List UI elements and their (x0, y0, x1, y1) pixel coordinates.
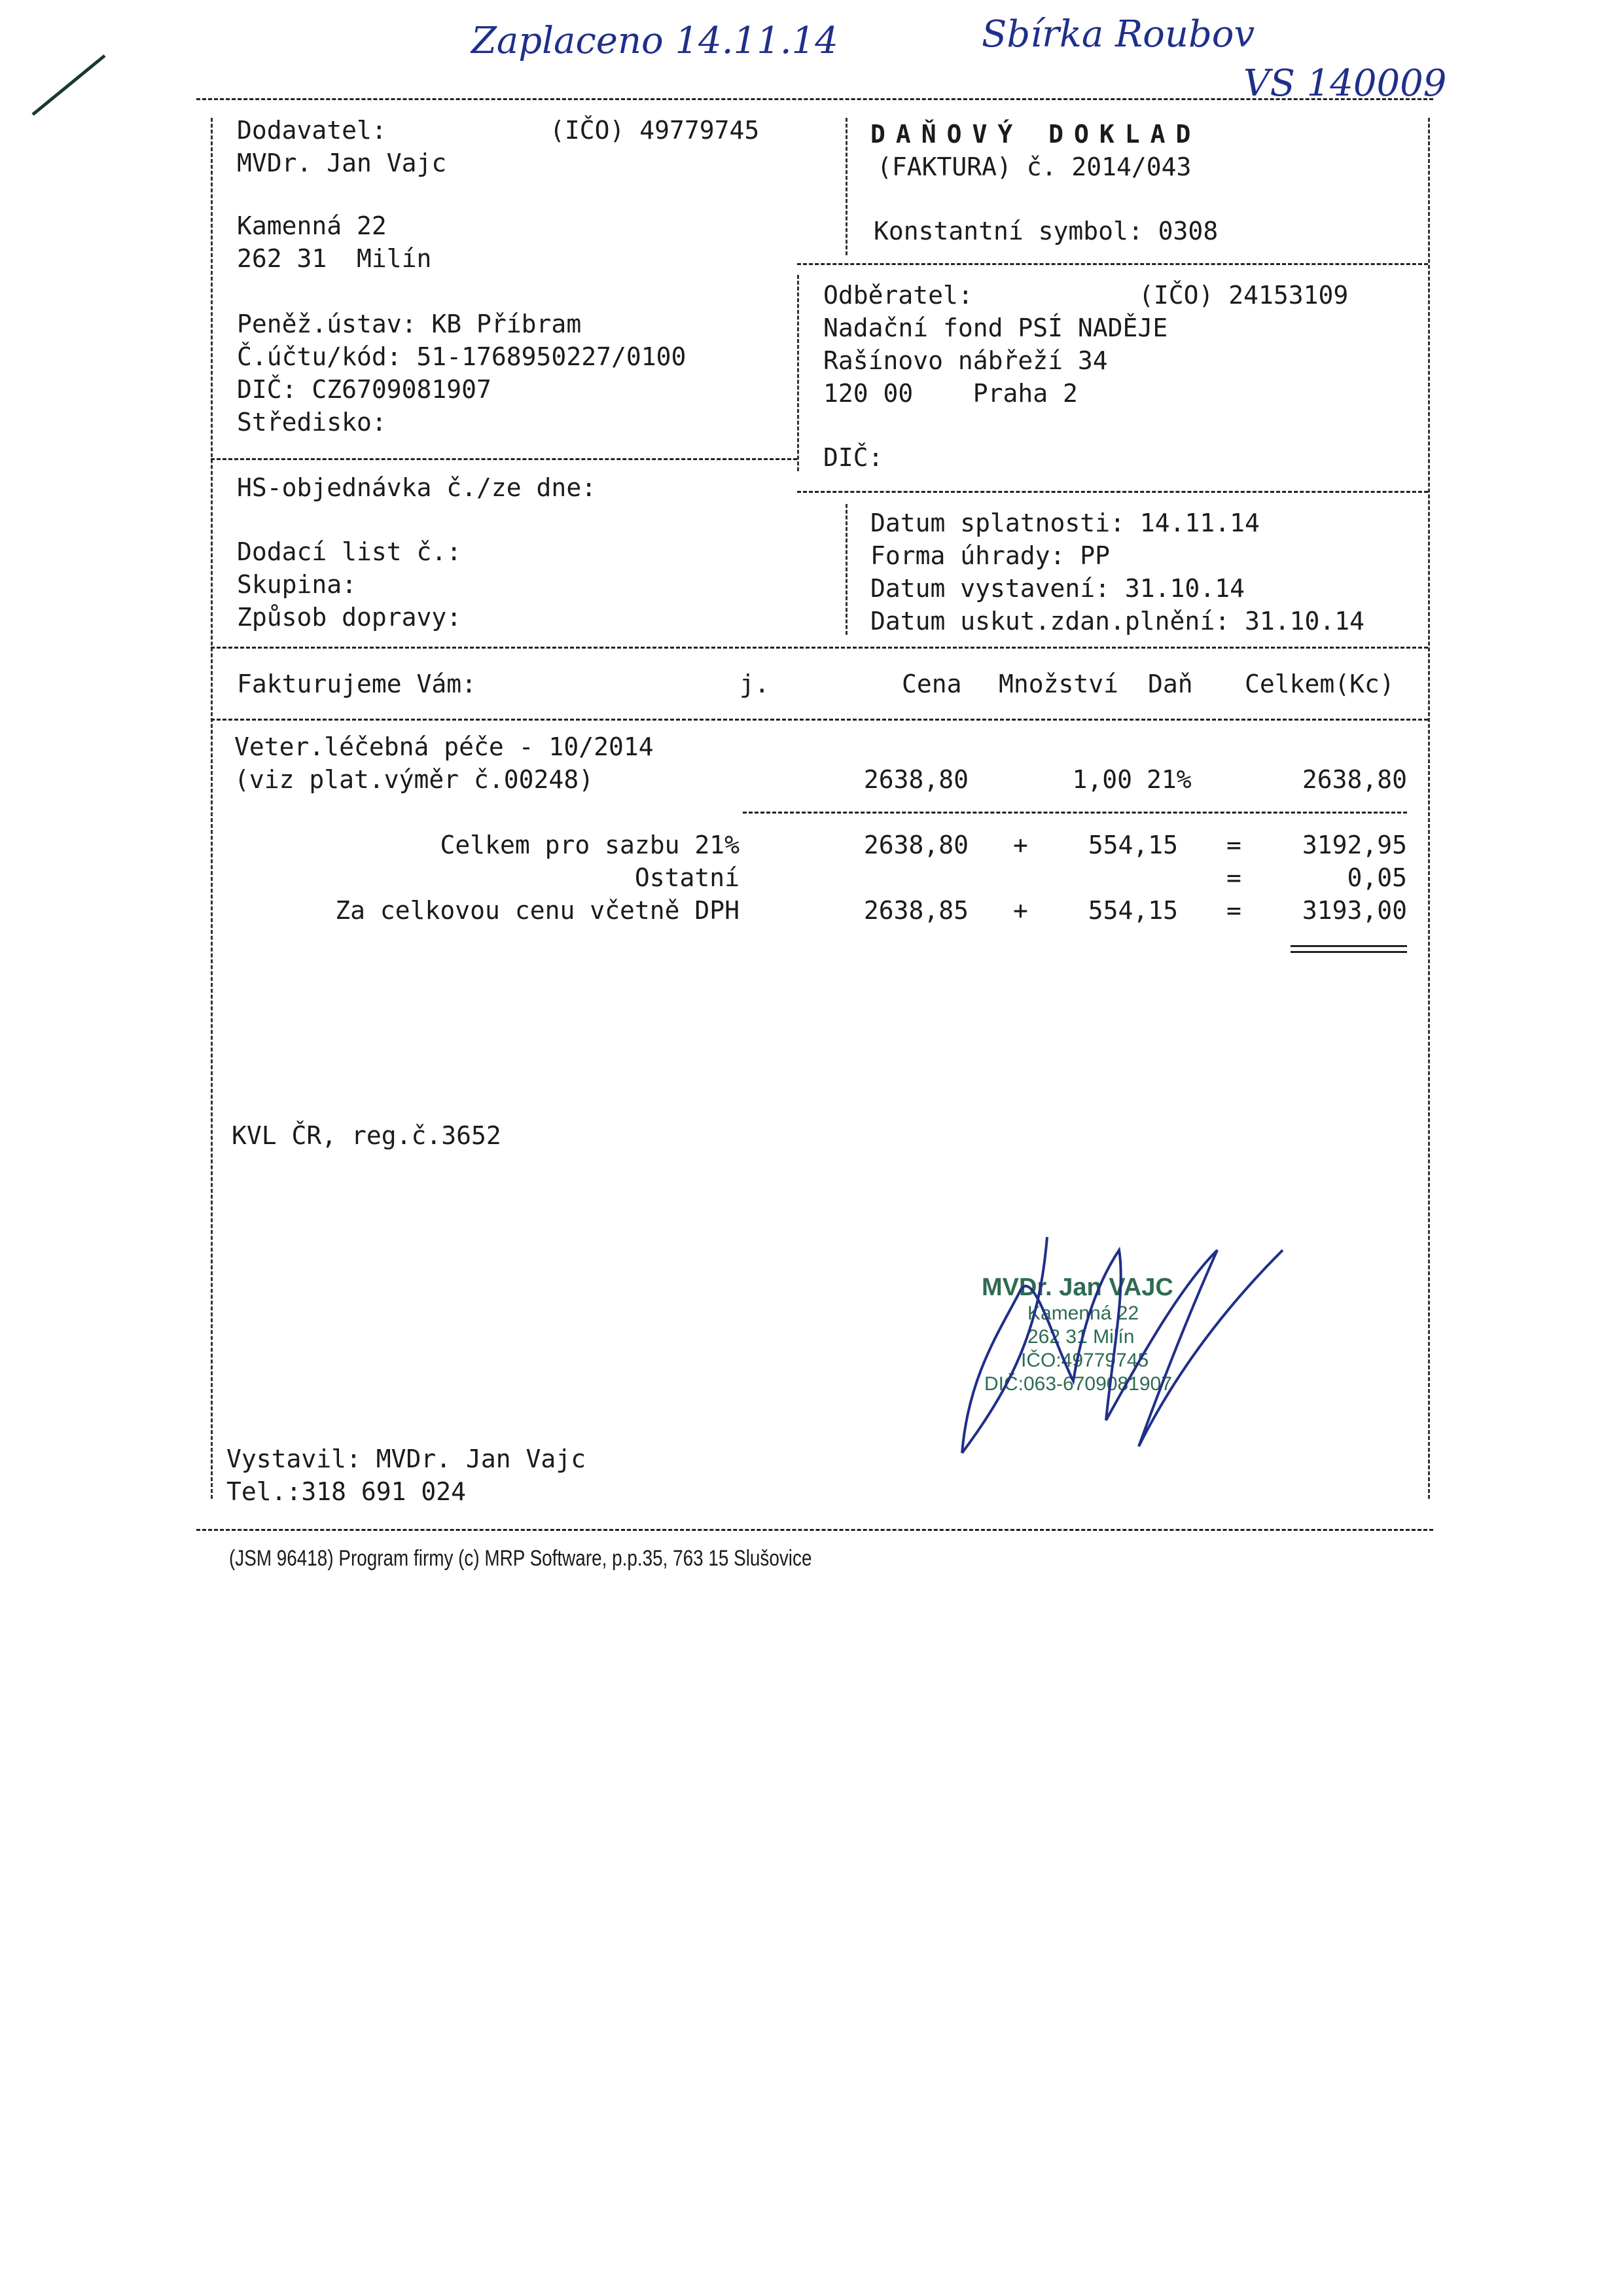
supplier-dic: DIČ: CZ6709081907 (237, 375, 491, 404)
header-unit: j. (740, 670, 770, 698)
customer-city: 120 00 Praha 2 (823, 379, 1078, 408)
grand-base: 2638,85 (863, 896, 969, 925)
rate-total: 3192,95 (1302, 831, 1407, 859)
supplier-city: 262 31 Milín (237, 244, 432, 273)
group: Skupina: (237, 570, 357, 599)
header-quantity: Množství (999, 670, 1119, 698)
customer-label: Odběratel: (823, 281, 973, 310)
document-title: DAŇOVÝ DOKLAD (870, 120, 1202, 149)
rate-base: 2638,80 (863, 831, 969, 859)
supplier-street: Kamenná 22 (237, 211, 387, 240)
supplier-name: MVDr. Jan Vajc (237, 149, 447, 177)
constant-symbol: Konstantní symbol: 0308 (874, 217, 1219, 245)
issued-by: Vystavil: MVDr. Jan Vajc (226, 1444, 586, 1473)
stamp-dic: DIČ:063-6709081907 (984, 1373, 1172, 1395)
grand-total-double-underline (1291, 945, 1407, 953)
other-total: 0,05 (1347, 863, 1407, 892)
grand-equals: = (1226, 896, 1241, 925)
rate-total-label: Celkem pro sazbu 21% (440, 831, 740, 859)
left-border (211, 118, 213, 1499)
item-quantity: 1,00 (1072, 765, 1132, 794)
payment-method: Forma úhrady: PP (870, 541, 1111, 570)
other-label: Ostatní (634, 863, 740, 892)
items-bottom-border (743, 812, 1407, 814)
header-description: Fakturujeme Vám: (237, 670, 477, 698)
supplier-bank: Peněž.ústav: KB Příbram (237, 310, 582, 338)
header-vat: Daň (1148, 670, 1193, 698)
grand-vat: 554,15 (1088, 896, 1178, 925)
supplier-label: Dodavatel: (237, 116, 387, 145)
bottom-border (196, 1529, 1433, 1531)
issuer-phone: Tel.:318 691 024 (226, 1477, 467, 1506)
supplier-bottom-border (211, 458, 797, 460)
grand-plus: + (1013, 896, 1028, 925)
item-total: 2638,80 (1302, 765, 1407, 794)
center-divider-top (846, 118, 847, 255)
pen-stroke-mark (26, 52, 118, 124)
supplier-center: Středisko: (237, 408, 387, 437)
stamp-city: 262 31 Milín (1027, 1326, 1135, 1348)
order-number: HS-objednávka č./ze dne: (237, 473, 597, 502)
customer-dic: DIČ: (823, 443, 883, 472)
stamp-ico: IČO:49779745 (1021, 1350, 1149, 1371)
customer-street: Rašínovo nábřeží 34 (823, 346, 1108, 375)
stamp-street: Kamenná 22 (1027, 1302, 1139, 1324)
invoice-number: (FAKTURA) č. 2014/043 (877, 152, 1192, 181)
customer-bottom-border (797, 491, 1428, 493)
delivery-note: Dodací list č.: (237, 537, 462, 566)
dates-bottom-border (211, 647, 1428, 649)
rate-vat: 554,15 (1088, 831, 1178, 859)
handwritten-paid-note: Zaplaceno 14.11.14 (471, 20, 838, 62)
transport-method: Způsob dopravy: (237, 603, 462, 632)
issue-date: Datum vystavení: 31.10.14 (870, 574, 1245, 603)
item-vat-rate: 21% (1147, 765, 1192, 794)
center-divider-dates (846, 504, 847, 635)
right-border (1428, 118, 1430, 1499)
document-bottom-border (797, 263, 1428, 265)
stamp-name: MVDr. Jan VAJC (982, 1274, 1173, 1301)
header-price: Cena (902, 670, 962, 698)
supplier-ico: (IČO) 49779745 (550, 116, 760, 145)
customer-ico: (IČO) 24153109 (1139, 281, 1349, 310)
top-border (196, 98, 1433, 100)
header-total: Celkem(Kc) (1245, 670, 1395, 698)
item-reference: (viz plat.výměr č.00248) (234, 765, 594, 794)
taxable-date: Datum uskut.zdan.plnění: 31.10.14 (870, 607, 1364, 636)
grand-total: 3193,00 (1302, 896, 1407, 925)
other-equals: = (1226, 863, 1241, 892)
supplier-account: Č.účtu/kód: 51-1768950227/0100 (237, 342, 687, 371)
header-bottom-border (211, 719, 1428, 721)
customer-name: Nadační fond PSÍ NADĚJE (823, 314, 1168, 342)
due-date: Datum splatnosti: 14.11.14 (870, 509, 1260, 537)
grand-total-label: Za celkovou cenu včetně DPH (335, 896, 740, 925)
rate-equals: = (1226, 831, 1241, 859)
center-divider-mid (797, 275, 799, 471)
rate-plus: + (1013, 831, 1028, 859)
handwritten-vs-note: VS 140009 (1243, 62, 1447, 105)
handwritten-collection-note: Sbírka Roubov (982, 13, 1255, 56)
registration-number: KVL ČR, reg.č.3652 (232, 1121, 501, 1150)
software-footer: (JSM 96418) Program firmy (c) MRP Software, p.p.35, 763 15 Slušovice (229, 1546, 812, 1571)
handwritten-signature (942, 1211, 1309, 1473)
item-price: 2638,80 (863, 765, 969, 794)
item-description: Veter.léčebná péče - 10/2014 (234, 732, 654, 761)
